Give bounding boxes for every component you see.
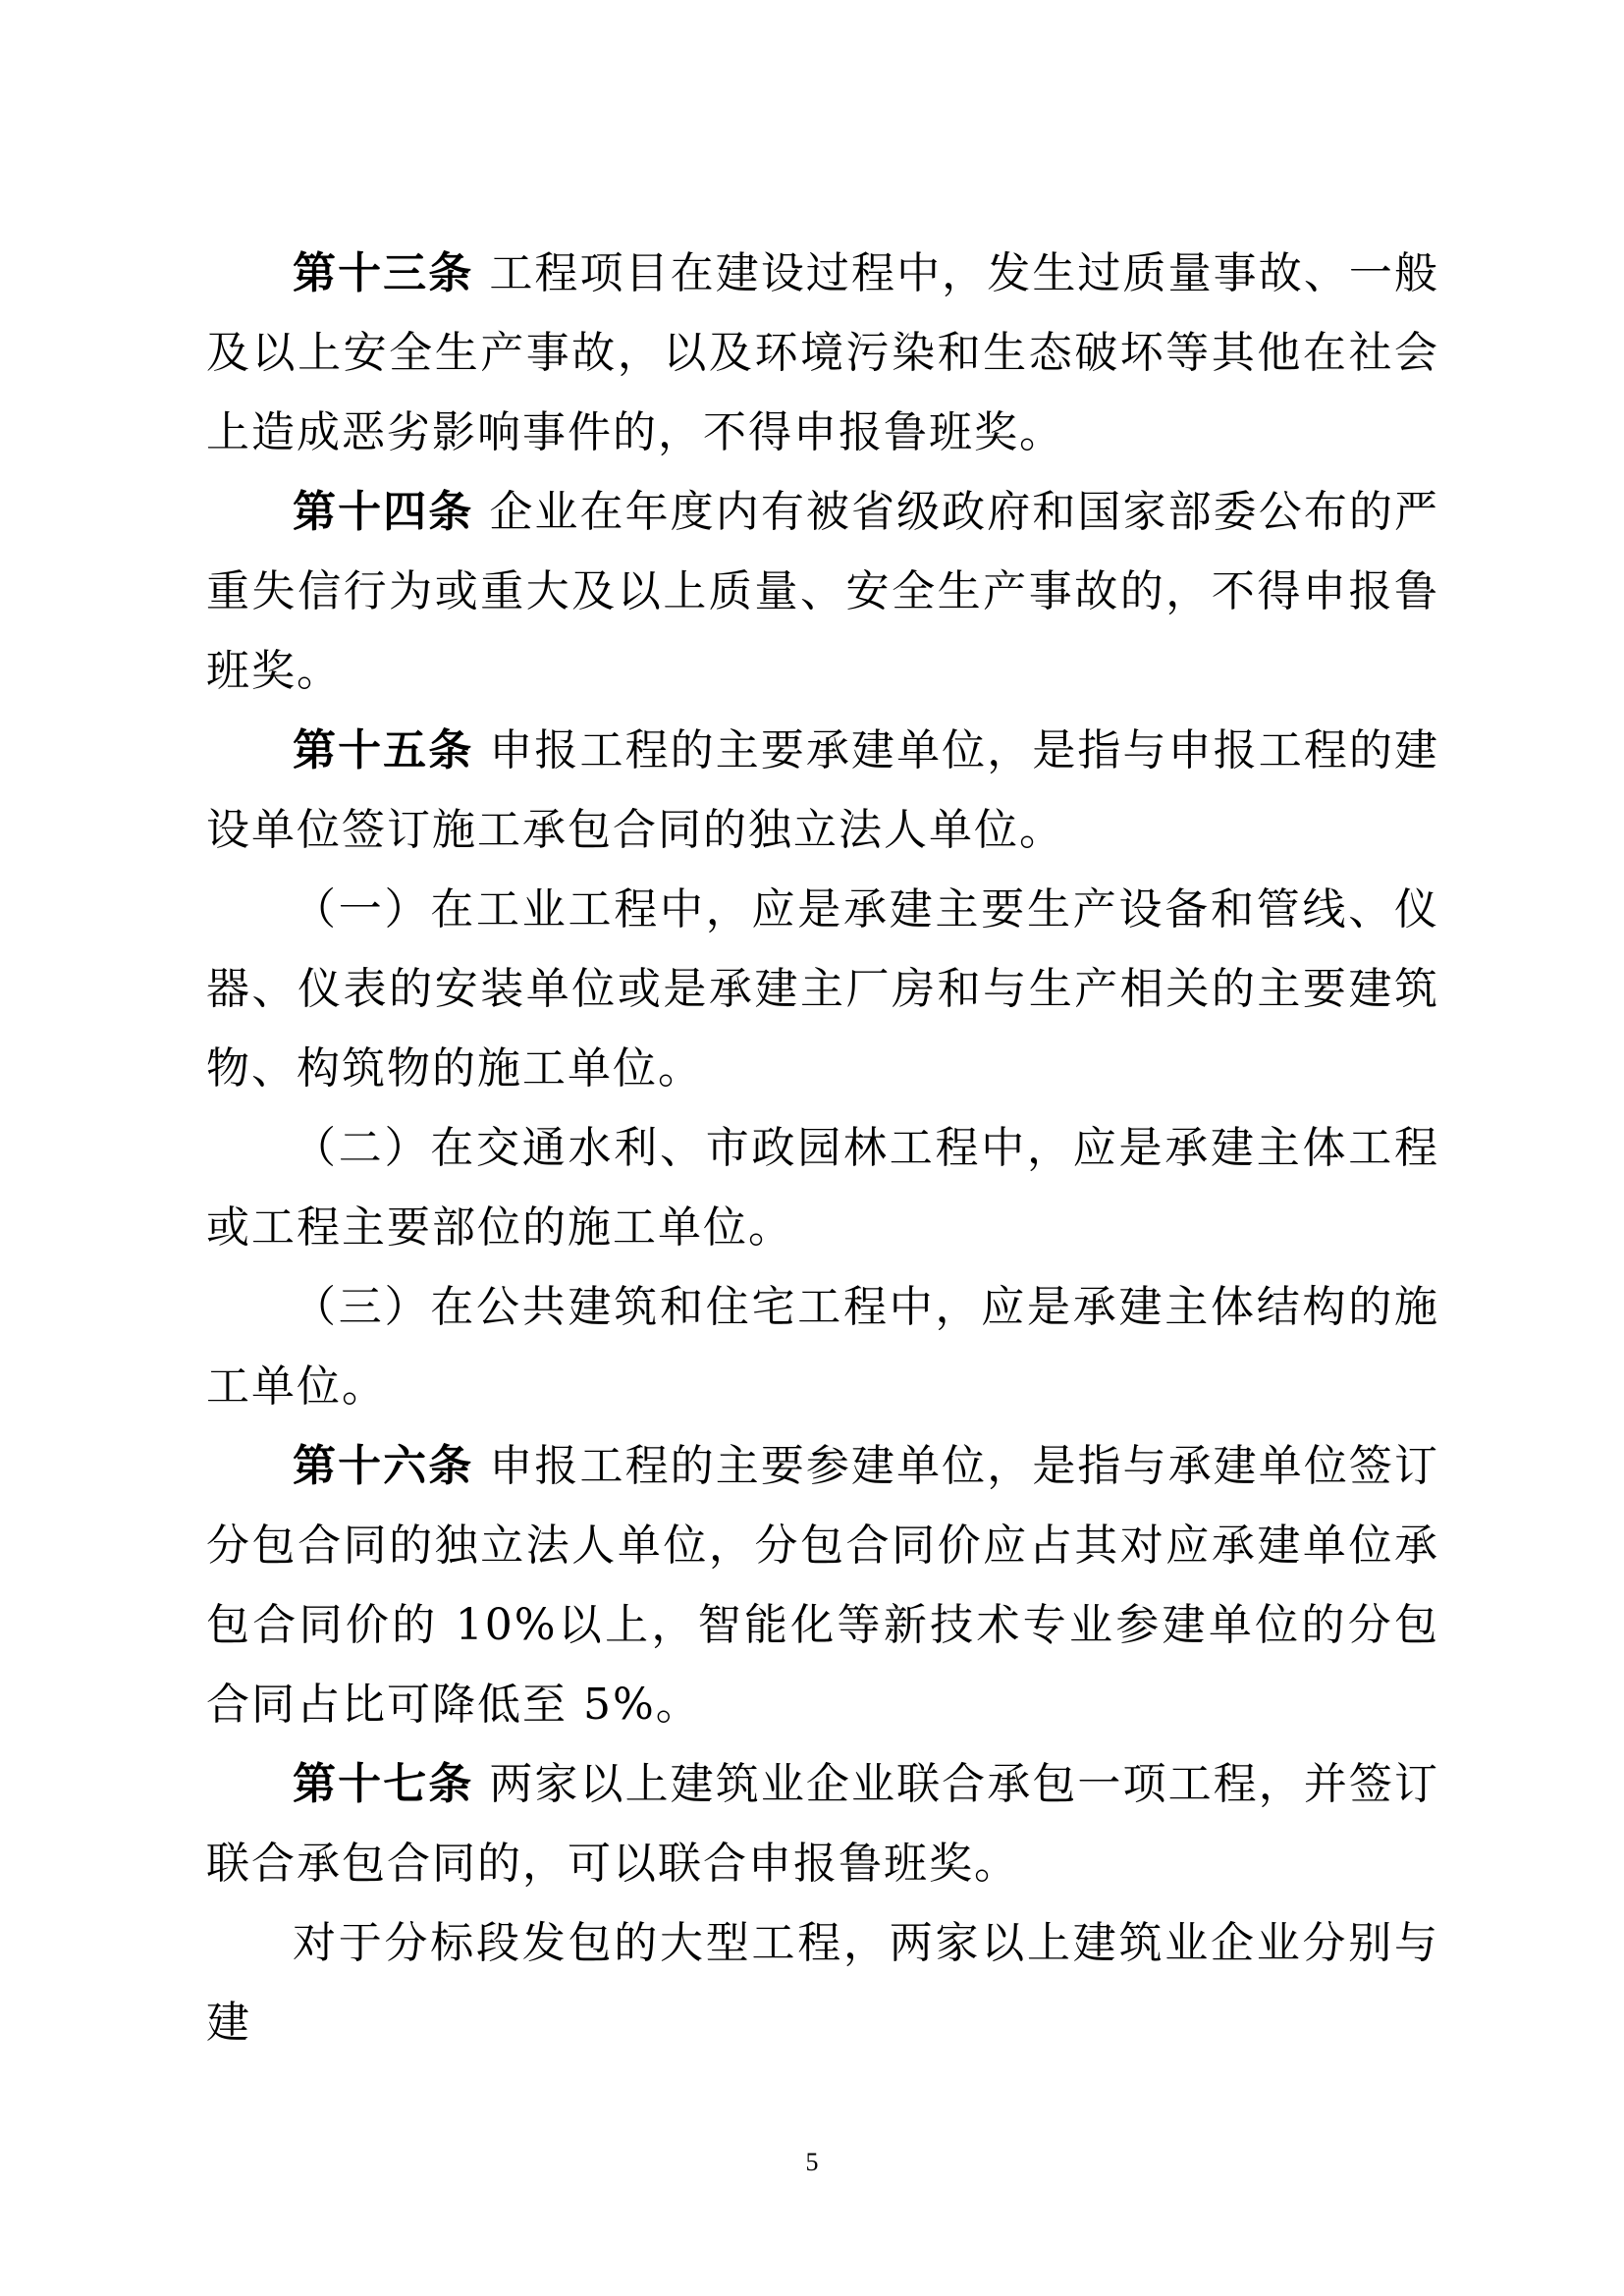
paragraph-text: 对于分标段发包的大型工程，两家以上建筑业企业分别与建 (206, 1918, 1439, 2048)
body-text (206, 234, 1439, 2062)
paragraph-text: （三）在公共建筑和住宅工程中，应是承建主体结构的施工单位。 (206, 1282, 1439, 1412)
paragraph-text: 工程项目在建设过程中，发生过质量事故、一般及以上安全生产事故，以及环境污染和生态破坏等其他在社会上造成恶劣影响事件的，不得申报鲁班奖。 (206, 248, 1440, 457)
article-heading: 第十五条 (293, 725, 474, 775)
article-heading: 第十七条 (293, 1759, 474, 1809)
article-heading: 第十三条 (293, 248, 474, 298)
paragraph-text: 申报工程的主要参建单位，是指与承建单位签订分包合同的独立法人单位，分包合同价应占其对应承建单位承包合同价的 10%以上，智能化等新技术专业参建单位的分包合同占比可降低至 5%。 (206, 1441, 1440, 1730)
article-heading: 第十六条 (293, 1441, 474, 1491)
paragraph-article-16 (206, 1426, 1439, 1744)
paragraph-text: （二）在交通水利、市政园林工程中，应是承建主体工程或工程主要部位的施工单位。 (206, 1123, 1439, 1253)
paragraph-text: 企业在年度内有被省级政府和国家部委公布的严重失信行为或重大及以上质量、安全生产事故的，不得申报鲁班奖。 (206, 487, 1440, 696)
paragraph-article-14 (206, 472, 1439, 711)
paragraph-text: 两家以上建筑业企业联合承包一项工程，并签订联合承包合同的，可以联合申报鲁班奖。 (206, 1759, 1440, 1889)
article-heading: 第十四条 (293, 487, 474, 537)
paragraph-text: （一）在工业工程中，应是承建主要生产设备和管线、仪器、仪表的安装单位或是承建主厂房和与生产相关的主要建筑物、构筑物的施工单位。 (206, 884, 1439, 1094)
paragraph-text: 申报工程的主要承建单位，是指与申报工程的建设单位签订施工承包合同的独立法人单位。 (206, 725, 1440, 855)
paragraph-article-17 (206, 1744, 1439, 1903)
page-number: 5 (805, 2148, 819, 2176)
paragraph-item-2 (206, 1108, 1439, 1267)
paragraph-item-3 (206, 1267, 1439, 1426)
paragraph-item-1 (206, 870, 1439, 1108)
paragraph-continuation (206, 1903, 1439, 2062)
paragraph-article-15 (206, 711, 1439, 870)
paragraph-article-13 (206, 234, 1439, 472)
